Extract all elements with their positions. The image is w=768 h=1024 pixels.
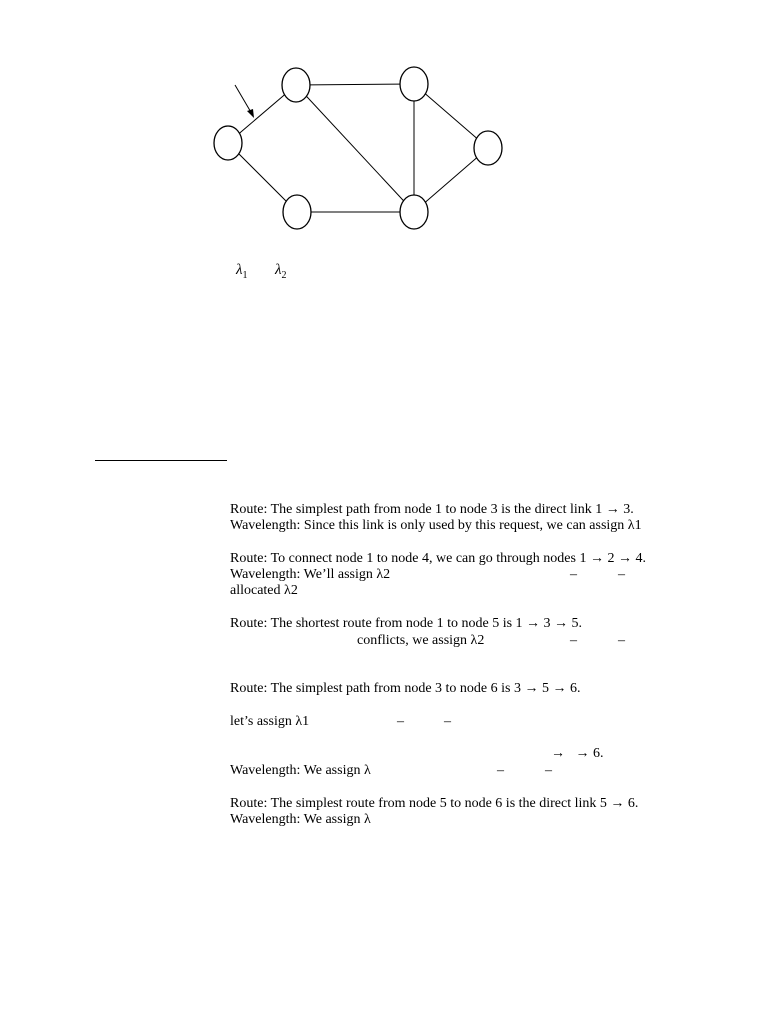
network-diagram: [0, 0, 768, 300]
text-dash: –: [618, 567, 625, 582]
node-5: [400, 195, 428, 229]
edge-2-5: [296, 85, 414, 212]
text-line-wavelength-1-3: Wavelength: Since this link is only used by this request, we can assign λ1: [230, 518, 642, 533]
lambda-subscript: 1: [242, 270, 248, 281]
wavelength-legend-1: [236, 262, 248, 281]
section-divider: [95, 460, 227, 461]
text-line-allocated: allocated λ2: [230, 583, 298, 598]
lambda-symbol: λ: [275, 262, 282, 278]
text-line-wavelength-3-6: let’s assign λ1: [230, 714, 310, 729]
text-dash: –: [397, 714, 404, 729]
text-dash: –: [570, 567, 577, 582]
text-dash: –: [545, 763, 552, 778]
lambda-subscript: 2: [281, 270, 287, 281]
text-line-wavelength-1-4: Wavelength: We’ll assign λ2: [230, 567, 391, 582]
text-line-route-5-6: Route: The simplest route from node 5 to node 6 is the direct link 5 → 6.: [230, 796, 639, 811]
text-line-wavelength-assign: Wavelength: We assign λ: [230, 763, 371, 778]
node-1: [214, 126, 242, 160]
node-6: [474, 131, 502, 165]
edge-2-4: [296, 84, 414, 85]
text-line-wavelength-1-5: conflicts, we assign λ2: [357, 633, 485, 648]
text-line-route-1-5: Route: The shortest route from node 1 to node 5 is 1 → 3 → 5.: [230, 616, 583, 631]
node-2: [282, 68, 310, 102]
node-3: [283, 195, 311, 229]
text-line-route-1-3: Route: The simplest path from node 1 to node 3 is the direct link 1 → 3.: [230, 502, 634, 517]
wavelength-legend-2: [275, 262, 287, 281]
text-line-route-1-4: Route: To connect node 1 to node 4, we can go through nodes 1 → 2 → 4.: [230, 551, 646, 566]
pointer-arrow-head: [247, 109, 254, 118]
text-dash: –: [444, 714, 451, 729]
lambda-symbol: λ: [236, 262, 243, 278]
text-line-route-arrows: → → 6.: [551, 746, 604, 761]
text-dash: –: [497, 763, 504, 778]
text-dash: –: [570, 633, 577, 648]
pointer-arrow-shaft: [235, 85, 252, 114]
text-line-route-3-6: Route: The simplest path from node 3 to node 6 is 3 → 5 → 6.: [230, 681, 581, 696]
text-dash: –: [618, 633, 625, 648]
node-4: [400, 67, 428, 101]
text-line-wavelength-5-6: Wavelength: We assign λ: [230, 812, 371, 827]
